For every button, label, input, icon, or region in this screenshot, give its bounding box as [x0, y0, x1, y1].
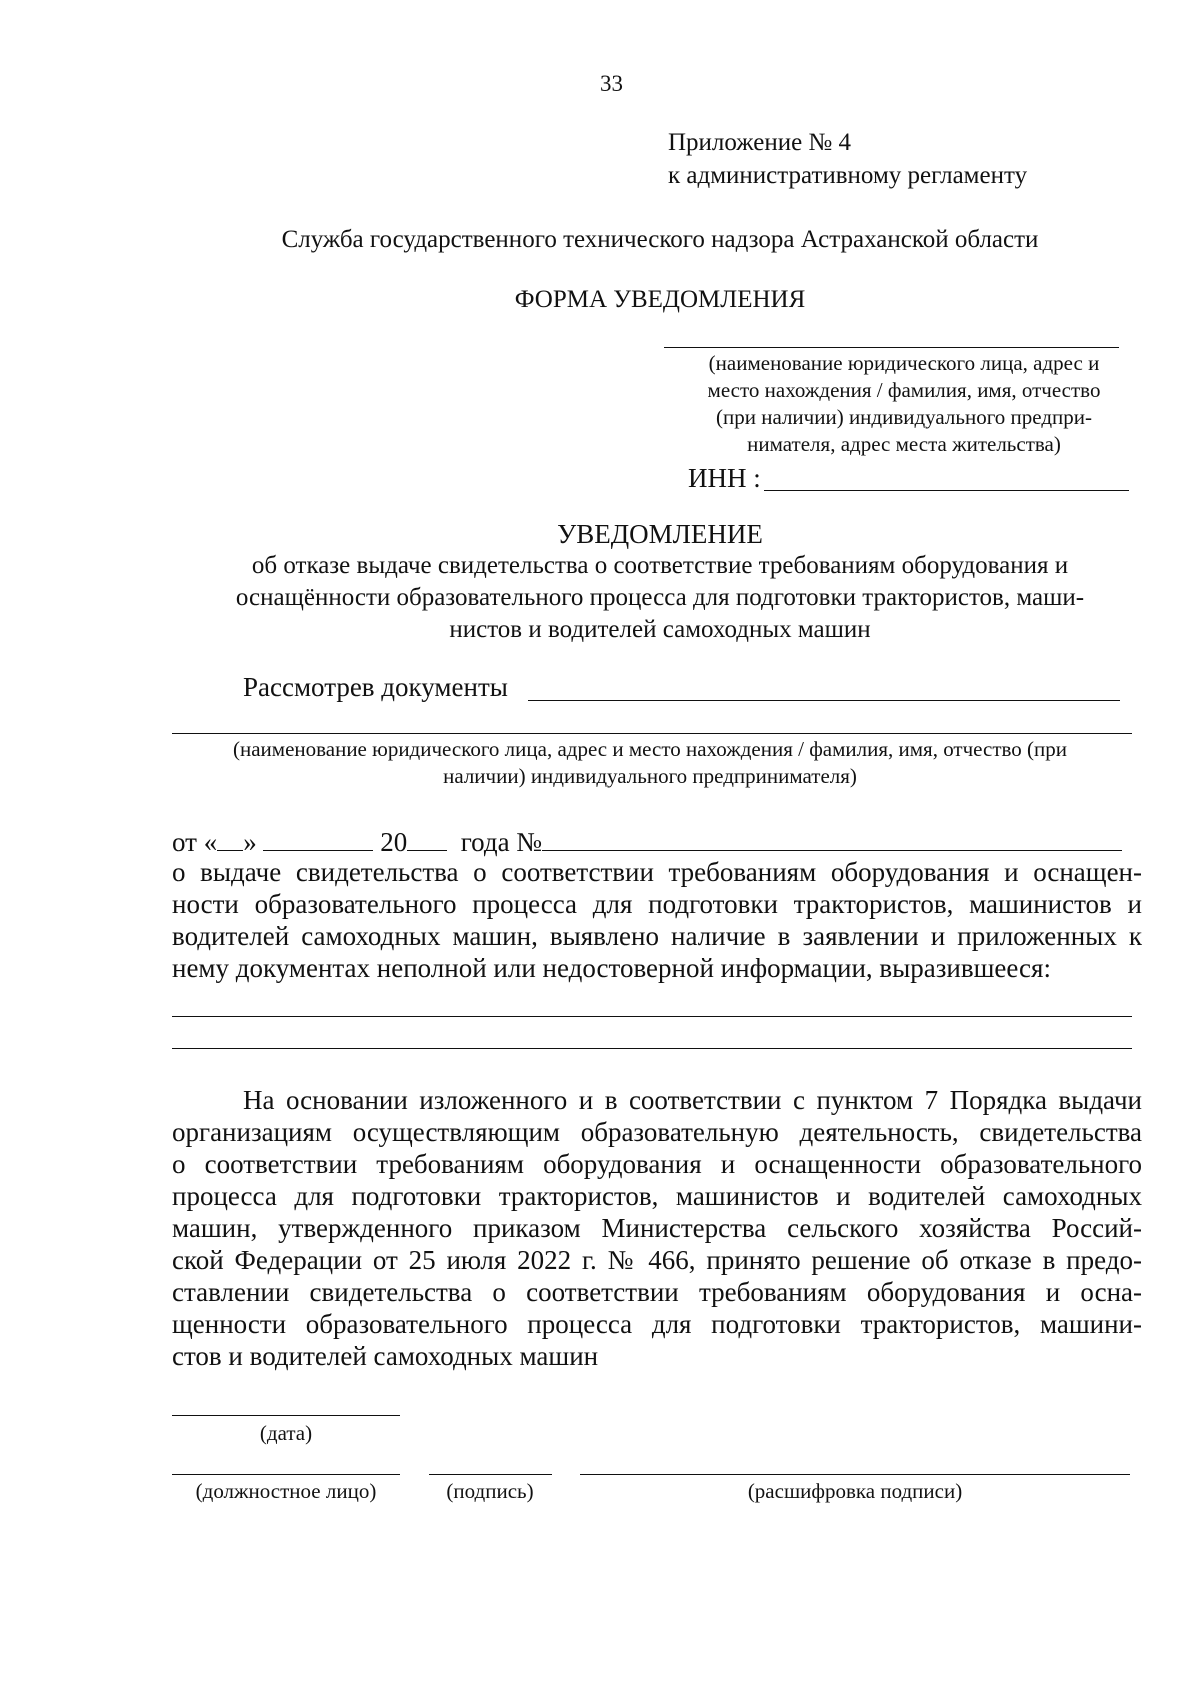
month-field[interactable] — [263, 824, 373, 851]
notice-subject-line: нистов и водителей самоходных машин — [449, 616, 871, 643]
application-date-line — [172, 824, 1132, 858]
date-from-label: от « — [172, 827, 218, 857]
signature-decode-caption: (расшифровка подписи) — [747, 1479, 963, 1503]
year-word-label: года № — [460, 827, 543, 857]
year-prefix: 20 — [380, 827, 408, 857]
notice-subject-line: оснащённости образовательного процесса для подготовки трактористов, маши- — [235, 584, 1085, 611]
signature-caption: (подпись) — [446, 1479, 534, 1503]
review-caption-line: наличии) индивидуального предпринимателя) — [443, 764, 857, 788]
decision-line: процесса для подготовки трактористов, машинистов и водителей самоходных — [172, 1181, 1142, 1211]
review-caption-line: (наименование юридического лица, адрес и место нахождения / фамилия, имя, отчество (при — [232, 737, 1068, 761]
date-close-quote: » — [243, 827, 257, 857]
addressee-caption-line: (наименование юридического лица, адрес и — [708, 351, 1100, 375]
notice-subject — [160, 550, 1160, 646]
review-applicant-line[interactable] — [172, 733, 1132, 734]
application-number-field[interactable] — [542, 824, 1122, 851]
review-documents-line[interactable] — [528, 700, 1120, 701]
appendix-number: Приложение № 4 — [668, 129, 852, 156]
signature-line[interactable] — [429, 1474, 552, 1475]
date-caption: (дата) — [259, 1421, 313, 1445]
review-caption — [155, 736, 1145, 790]
decision-paragraph — [172, 1084, 1142, 1372]
decision-line: ставлении свидетельства о соответствии требованиям оборудования и осна- — [172, 1277, 1142, 1307]
page-number: 33 — [600, 71, 623, 96]
signature-decode-line[interactable] — [580, 1474, 1130, 1475]
findings-line: о выдаче свидетельства о соответствии требованиям оборудования и оснащен- — [172, 857, 1142, 887]
decision-line: машин, утвержденного приказом Министерства сельского хозяйства Россий- — [172, 1213, 1142, 1243]
decision-line: щенности образовательного процесса для подготовки трактористов, машини- — [172, 1309, 1142, 1339]
date-signature-line[interactable] — [172, 1415, 400, 1416]
year-field[interactable] — [407, 824, 447, 851]
review-label: Рассмотрев документы — [243, 672, 508, 702]
addressee-caption — [664, 350, 1144, 458]
decision-line: ской Федерации от 25 июля 2022 г. № 466, принято решение об отказе в предо- — [172, 1245, 1142, 1275]
day-field[interactable] — [217, 824, 243, 851]
decision-line: стов и водителей самоходных машин — [172, 1341, 599, 1371]
decision-line: организациям осуществляющим образовательную деятельность, свидетельства — [172, 1117, 1142, 1147]
official-caption: (должностное лицо) — [195, 1479, 377, 1503]
inn-label: ИНН : — [688, 463, 761, 493]
official-line[interactable] — [172, 1474, 400, 1475]
organization-name: Служба государственного технического надзора Астраханской области — [281, 226, 1039, 253]
findings-blank-line-1[interactable] — [172, 1016, 1132, 1017]
findings-line: ности образовательного процесса для подготовки трактористов, машинистов и — [172, 889, 1142, 919]
findings-line: нему документах неполной или недостоверной информации, выразившееся: — [172, 953, 1051, 983]
addressee-caption-line: (при наличии) индивидуального предпри- — [715, 405, 1092, 429]
decision-line: о соответствии требованиям оборудования и оснащенности образовательного — [172, 1149, 1142, 1179]
form-title: ФОРМА УВЕДОМЛЕНИЯ — [514, 286, 806, 313]
inn-field-line[interactable] — [764, 490, 1129, 491]
notice-subject-line: об отказе выдаче свидетельства о соответствие требованиям оборудования и — [251, 552, 1069, 579]
findings-paragraph — [172, 856, 1142, 984]
addressee-name-line[interactable] — [664, 347, 1119, 348]
notice-heading: УВЕДОМЛЕНИЕ — [557, 519, 763, 549]
appendix-reference: к административному регламенту — [668, 162, 1028, 189]
decision-line: На основании изложенного и в соответствии с пунктом 7 Порядка выдачи — [243, 1085, 1142, 1115]
findings-line: водителей самоходных машин, выявлено наличие в заявлении и приложенных к — [172, 921, 1142, 951]
addressee-caption-line: место нахождения / фамилия, имя, отчество — [707, 378, 1101, 402]
addressee-caption-line: нимателя, адрес места жительства) — [747, 432, 1061, 456]
findings-blank-line-2[interactable] — [172, 1048, 1132, 1049]
